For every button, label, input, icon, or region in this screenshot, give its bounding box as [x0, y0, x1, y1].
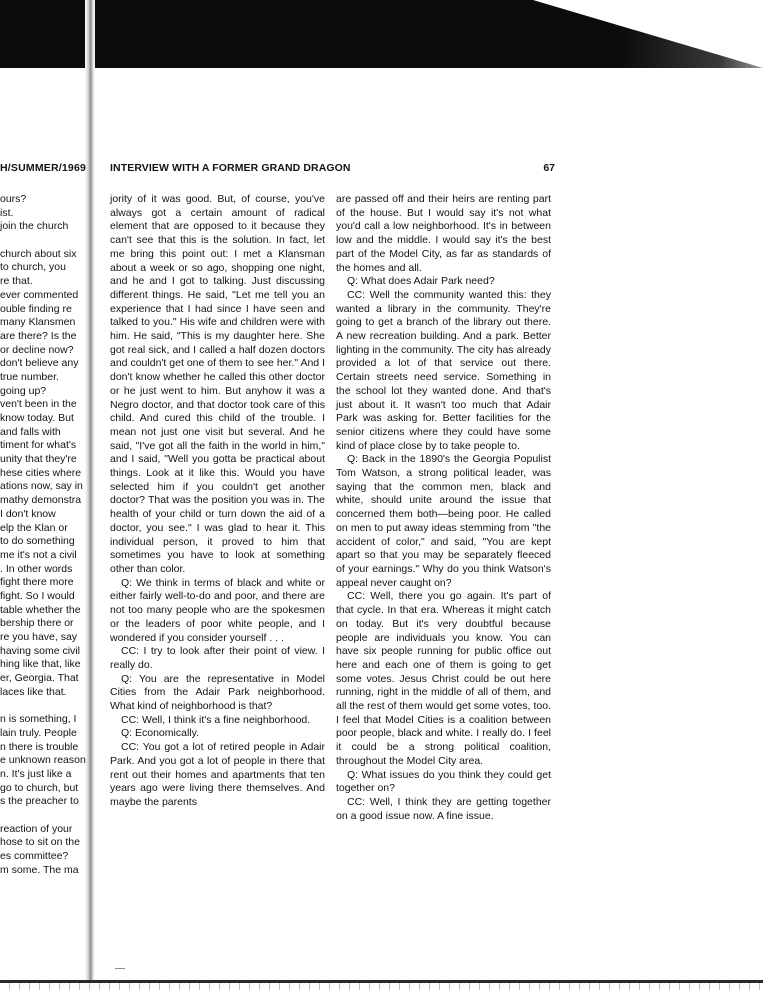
left-page-line: know today. But [0, 412, 74, 424]
left-page-line: laces like that. [0, 685, 67, 698]
left-page-line: or decline now? [0, 343, 74, 356]
paragraph: CC: Well, I think it's a fine neighborhood. [121, 713, 311, 726]
text-column-2 [336, 193, 551, 823]
left-page-running-head: H/SUMMER/1969 [0, 162, 87, 174]
left-page-line: re you have, say [0, 631, 78, 643]
left-page-line: mathy demonstra [0, 494, 82, 507]
left-page-line [0, 809, 90, 823]
running-head [110, 162, 555, 176]
left-page-line: ever commented [0, 288, 79, 301]
left-page-line: fight. So I would [0, 589, 75, 602]
running-title: INTERVIEW WITH A FORMER GRAND DRAGON [110, 162, 351, 174]
left-page-line: n is something, I [0, 713, 77, 726]
paragraph: CC: You got a lot of retired people in Adair Park. And you got a lot of people in there that rent out their homes and apartments that ten years ago were living there themselves. And maybe the parents [110, 741, 325, 808]
left-page-line: lain truly. People [0, 726, 77, 739]
left-page-line: ist. [0, 206, 14, 219]
left-page-line: go to church, but [0, 781, 79, 794]
left-page-line: to do something [0, 535, 75, 548]
left-page-line: bership there or [0, 617, 74, 630]
scan-bottom-noise [0, 983, 763, 990]
left-page-line: e unknown reason [0, 754, 86, 767]
left-page-line: join the church [0, 220, 69, 233]
left-page-line: I don't know [0, 507, 56, 520]
scan-mark [115, 968, 125, 969]
left-page-line: hing like that, like [0, 658, 81, 671]
left-page-line: true number. [0, 370, 59, 383]
left-page-line: n there is trouble [0, 740, 79, 753]
left-page-line: having some civil [0, 644, 80, 657]
left-page-line: m some. The ma [0, 863, 79, 876]
paragraph: CC: Well, there you go again. It's part of that cycle. In that era. Whereas it might catch on today. But it's very doubtful because people are individuals you know. You can have six people running for public office out here and each one of them is going to get some votes. Jesus Christ could be out here running, right in the middle of all of them, and all the rest of them would get some votes, too. I feel that Model Cities is a coalition between poor people, black and white. I really do. I feel it could be a strong political coalition, throughout the Model City area. [336, 590, 551, 767]
left-page-line: table whether the [0, 603, 81, 616]
left-page-line: ations now, say in [0, 480, 83, 493]
left-page-line: ven't been in the [0, 398, 77, 411]
left-page-line: fight there more [0, 576, 74, 589]
paragraph: Q: Back in the 1890's the Georgia Populist Tom Watson, a strong political leader, was saying that the common men, black and white, should unite around the issue that concerned them both—being poor. He called on men to put away ideas stemming from "the accident of color," and said, "You are kept apart so that you may be separately fleeced of your earnings." Why do you think Watson's appeal never caught on? [336, 453, 551, 589]
left-page-line: unity that they're [0, 453, 77, 466]
paragraph: CC: Well, I think they are getting together on a good issue now. A fine issue. [336, 795, 551, 822]
left-page-line: hese cities where [0, 466, 82, 479]
left-page-line: s the preacher to [0, 795, 79, 808]
left-page-line: are there? Is the [0, 329, 77, 342]
left-page-line: n. It's just like a [0, 767, 72, 780]
paragraph: CC: I try to look after their point of view. I really do. [110, 645, 325, 671]
left-page-line: . In other words [0, 562, 73, 575]
left-page-line: er, Georgia. That [0, 672, 79, 685]
left-page-text [0, 193, 90, 877]
page-number: 67 [543, 162, 555, 174]
left-page-line: me it's not a civil [0, 548, 77, 561]
paragraph: Q: What issues do you think they could get together on? [336, 768, 551, 795]
left-page-line: and falls with [0, 425, 61, 438]
paragraph: Q: What does Adair Park need? [347, 275, 495, 288]
paragraph: Q: Economically. [121, 727, 199, 740]
left-page-line: ouble finding re [0, 302, 72, 315]
left-page-line: church about six [0, 247, 77, 260]
left-page-line: es committee? [0, 850, 69, 862]
paragraph: are passed off and their heirs are renting part of the house. But I would say it's not what you'd call a low neighborhood. It's in between low and the middle. I would say it's the best part of the Model City, as far as standards of the homes and all. [336, 193, 551, 274]
text-column-1 [110, 193, 325, 810]
left-page-line: many Klansmen [0, 316, 76, 329]
left-page-line: elp the Klan or [0, 521, 68, 534]
scan-top-edge [0, 0, 763, 68]
left-page-line: timent for what's [0, 439, 77, 452]
left-page-line [0, 699, 90, 713]
scan-corner [533, 0, 763, 68]
left-page-line: going up? [0, 384, 47, 397]
left-page-line [0, 234, 90, 248]
left-page-line: ours? [0, 193, 27, 205]
paragraph: Q: We think in terms of black and white or either fairly well-to-do and poor, and there are not too many people who are the spokesmen or the leaders of poor white people, and I wondered if you consider yourself . . . [110, 576, 325, 644]
paragraph: jority of it was good. But, of course, you've always got a certain amount of radical element that are opposed to it because they can't see that this is the solution. In fact, let me bring this point out: I met a Klansman about a week or so ago, shopping one night, and he and I got to talking. Just discussing different things. He said, "Let me tell you an experience that I had since I have seen and talked to you." His wife and children were with him. He said, "This is my daughter here. She got real sick, and I called a half dozen doctors and couldn't get one of them to see her." And I don't know whether he called this other doctor or he just went to him. But anyhow it was a Negro doctor, and that doctor took care of this child. And cured this child of the trouble. I mean not just one visit but several. And he said, "I've got all the faith in the world in him," and I said, "Well you gotta be practical about things. Look at it like this. Would you have selected him if you couldn't get another doctor? That was the position you was in. The health of your child or turn down the aid of a doctor, you see." I was glad to hear it. This individual person, it proved to him that sometimes you have to look at something other than color. [110, 193, 325, 575]
left-page-line: to church, you [0, 261, 66, 274]
left-page-line: reaction of your [0, 822, 73, 835]
paragraph: Q: You are the representative in Model Cities from the Adair Park neighborhood. What kind of neighborhood is that? [110, 672, 325, 713]
left-page-line: don't believe any [0, 357, 79, 370]
left-page-line: re that. [0, 275, 33, 288]
paragraph: CC: Well the community wanted this: they wanted a library in the community. They're going to get a branch of the library out there. A new recreation building. And a park. Better lighting in the community. The city has already provided a lot of that service out there. Certain streets need service. Something in the school lot they wanted done. And that's just about it. It wasn't too much that Adair Park was asking for. Better facilities for the senior citizens where they could have some kind of place close by to take people to. [336, 288, 551, 452]
left-page-line: hose to sit on the [0, 836, 80, 849]
